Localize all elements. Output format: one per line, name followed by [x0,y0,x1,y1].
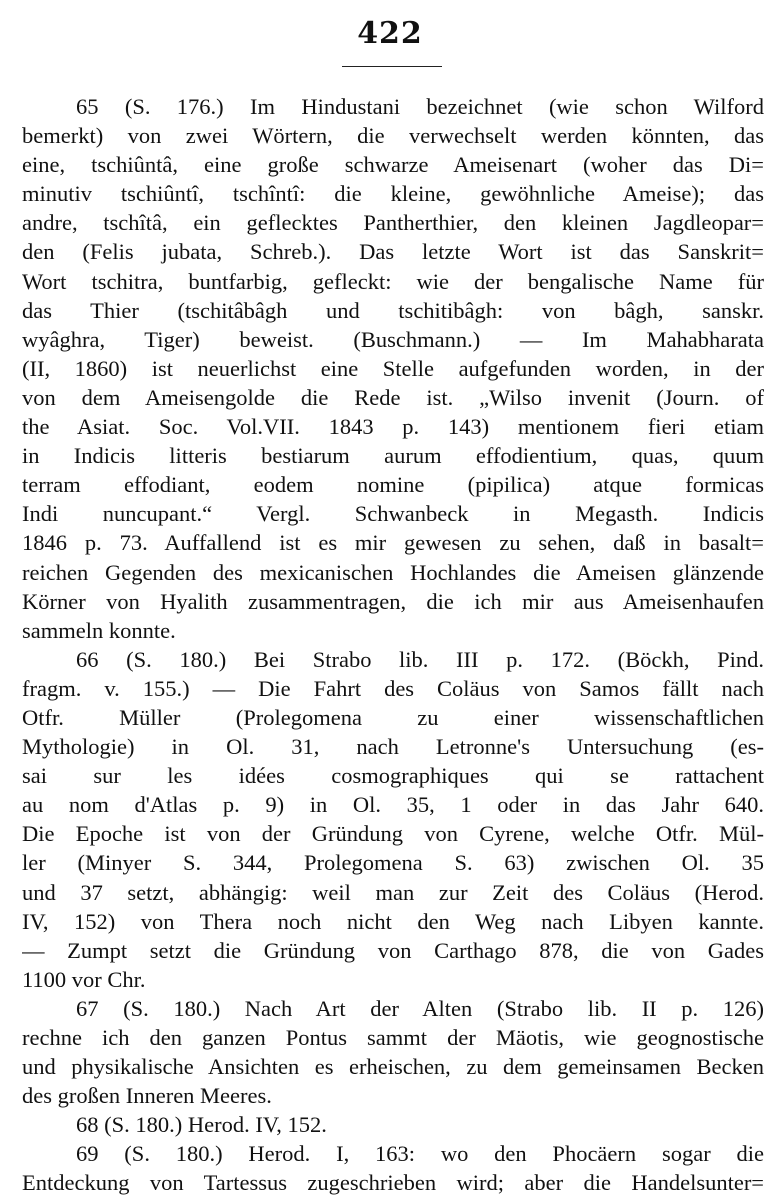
text-line: das Thier (tschitâbâgh und tschitibâgh: von bâgh, sanskr. [22,297,764,323]
text-line: Entdeckung von Tartessus zugeschrieben wird; aber die Handelsunter= [22,1170,764,1196]
text-line: sammeln konnte. [22,617,176,643]
text-line: und physikalische Ansichten es erheischen, zu dem gemeinsamen Becken [22,1054,764,1080]
text-line: 65 (S. 176.) Im Hindustani bezeichnet (wie schon Wilford [76,94,764,119]
text-line: in Indicis litteris bestiarum aurum effodientium, quas, quum [22,443,764,469]
text-line: reichen Gegenden des mexicanischen Hochlandes die Ameisen glänzende [22,559,764,585]
text-line: 67 (S. 180.) Nach Art der Alten (Strabo lib. II p. 126) [76,995,764,1021]
text-line: des großen Inneren Meeres. [22,1083,272,1109]
text-line: sai sur les idées cosmographiques qui se rattachent [22,763,764,789]
text-line: minutiv tschiûntî, tschîntî: die kleine, gewöhnliche Ameise); das [22,181,764,207]
text-line: von dem Ameisengolde die Rede ist. „Wilso invenit (Journ. of [22,384,764,410]
text-line: Mythologie) in Ol. 31, nach Letronne's Untersuchung (es- [22,734,764,760]
text-line: Körner von Hyalith zusammentragen, die ich mir aus Ameisenhaufen [22,588,764,614]
text-line: den (Felis jubata, Schreb.). Das letzte Wort ist das Sanskrit= [22,239,764,265]
text-line: IV, 152) von Thera noch nicht den Weg nach Libyen kannte. [22,908,764,934]
footnotes-text [22,92,764,1198]
text-line: andre, tschîtâ, ein geflecktes Pantherthier, den kleinen Jagdleopar= [22,210,764,236]
text-line: Indi nuncupant.“ Vergl. Schwanbeck in Megasth. Indicis [22,501,764,527]
text-line: 66 (S. 180.) Bei Strabo lib. III p. 172. (Böckh, Pind. [76,646,764,672]
text-line: Die Epoche ist von der Gründung von Cyrene, welche Otfr. Mül- [22,821,764,847]
text-line: 68 (S. 180.) Herod. IV, 152. [76,1112,327,1138]
text-line: the Asiat. Soc. Vol.VII. 1843 p. 143) mentionem fieri etiam [22,414,764,440]
text-line: 1846 p. 73. Auffallend ist es mir gewesen zu sehen, daß in basalt= [22,530,764,556]
text-line: bemerkt) von zwei Wörtern, die verwechselt werden könnten, das [22,123,764,149]
text-line: Wort tschitra, buntfarbig, gefleckt: wie der bengalische Name für [22,268,764,294]
text-line: terram effodiant, eodem nomine (pipilica) atque formicas [22,472,764,498]
text-line: au nom d'Atlas p. 9) in Ol. 35, 1 oder in das Jahr 640. [22,792,764,818]
text-line: (II, 1860) ist neuerlichst eine Stelle aufgefunden worden, in der [22,355,764,381]
text-line: wyâghra, Tiger) beweist. (Buschmann.) — Im Mahabharata [22,326,764,352]
page-number: 422 [357,16,423,51]
text-line: rechne ich den ganzen Pontus sammt der Mäotis, wie geognostische [22,1025,764,1050]
text-line: Otfr. Müller (Prolegomena zu einer wissenschaftlichen [22,704,764,730]
header-rule [342,66,442,67]
text-line: 69 (S. 180.) Herod. I, 163: wo den Phocäern sogar die [76,1141,764,1167]
text-line: fragm. v. 155.) — Die Fahrt des Coläus von Samos fällt nach [22,675,764,701]
text-line: — Zumpt setzt die Gründung von Carthago 878, die von Gades [22,937,764,963]
text-line: eine, tschiûntâ, eine große schwarze Ameisenart (woher das Di= [22,152,764,178]
text-line: ler (Minyer S. 344, Prolegomena S. 63) zwischen Ol. 35 [22,850,764,876]
text-line: 1100 vor Chr. [22,966,146,992]
text-line: und 37 setzt, abhängig: weil man zur Zeit des Coläus (Herod. [22,879,764,905]
